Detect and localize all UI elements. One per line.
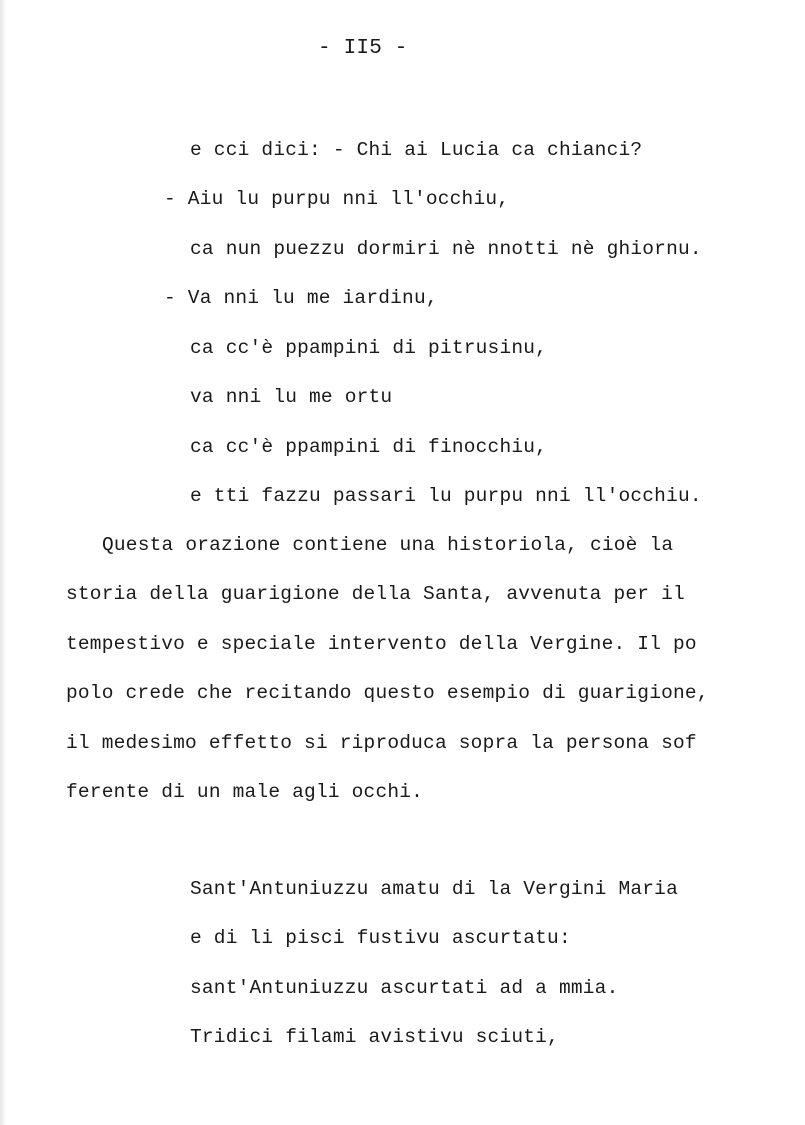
verse-line: e di li pisci fustivu ascurtatu: [190,927,571,949]
verse-line: e cci dici: - Chi ai Lucia ca chianci? [190,139,643,161]
verse-line: Sant'Antuniuzzu amatu di la Vergini Maria [190,878,678,900]
verse-line: va nni lu me ortu [190,386,393,408]
prose-line: ferente di un male agli occhi. [66,781,424,803]
verse-line: ca cc'è ppampini di pitrusinu, [190,337,548,359]
verse-line: ca nun puezzu dormiri nè nnotti nè ghiornu. [190,238,702,260]
verse-line: e tti fazzu passari lu purpu nni ll'occhiu. [190,485,702,507]
scan-edge-shadow [0,0,6,1125]
prose-line: Questa orazione contiene una historiola, cioè la [102,534,674,556]
prose-line: polo crede che recitando questo esempio di guarigione, [66,682,709,704]
verse-line: sant'Antuniuzzu ascurtati ad a mmia. [190,977,619,999]
verse-line: ca cc'è ppampini di finocchiu, [190,436,548,458]
verse-line: Tridici filami avistivu sciuti, [190,1026,559,1048]
prose-line: tempestivo e speciale intervento della Vergine. Il po [66,633,697,655]
verse-line: - Aiu lu purpu nni ll'occhiu, [164,188,510,210]
prose-line: storia della guarigione della Santa, avvenuta per il [66,583,685,605]
verse-line: - Va nni lu me iardinu, [164,287,438,309]
page-number: - II5 - [318,37,408,60]
prose-line: il medesimo effetto si riproduca sopra la persona sof [66,732,697,754]
